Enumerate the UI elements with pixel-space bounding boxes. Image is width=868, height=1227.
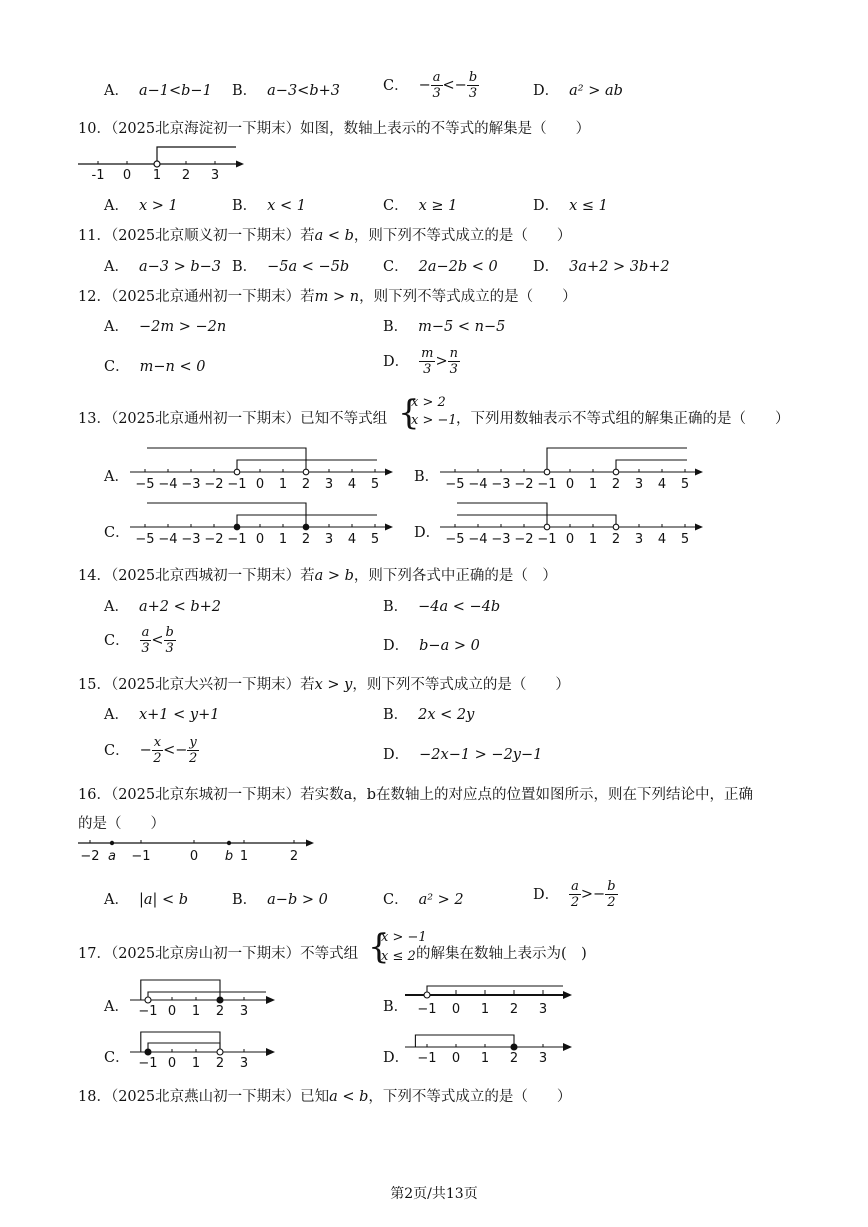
q14-option-d[interactable] xyxy=(383,634,480,655)
q12-option-c[interactable] xyxy=(104,355,205,376)
arrow-head-icon xyxy=(385,524,393,531)
option-text: a+2 < b+2 xyxy=(138,599,222,615)
arrow-head-icon xyxy=(266,996,275,1004)
brace-icon: { xyxy=(398,393,420,433)
tick-label: −1 xyxy=(138,1056,158,1071)
q15-option-d[interactable] xyxy=(383,743,542,764)
option-letter: A． xyxy=(104,83,129,99)
tick-label: 0 xyxy=(255,477,265,492)
q11-option-c[interactable] xyxy=(383,255,498,276)
stem-text: ，则下列不等式成立的是（ ） xyxy=(353,228,572,244)
tick-label: 3 xyxy=(634,532,644,547)
q17-label-c[interactable]: C． xyxy=(104,1050,130,1066)
stem-text: ，则下列各式中正确的是（ ） xyxy=(353,568,557,584)
open-point xyxy=(303,469,309,475)
option-letter: A． xyxy=(104,892,129,908)
minus-sign: − xyxy=(418,77,431,94)
tick-label: 1 xyxy=(239,849,249,864)
denominator: 3 xyxy=(165,641,174,656)
q17-stem-tail: 的解集在数轴上表示为( ) xyxy=(416,946,587,962)
tick-label: 1 xyxy=(278,477,288,492)
minus-sign: − xyxy=(139,742,152,759)
arrow-head-icon xyxy=(385,469,393,476)
tick-label: −2 xyxy=(204,477,224,492)
open-point xyxy=(544,524,550,530)
option-letter: B． xyxy=(383,599,409,615)
tick-label: 0 xyxy=(167,1004,177,1019)
q9-option-b[interactable] xyxy=(232,79,340,100)
numerator: a xyxy=(571,879,579,894)
q12-option-d[interactable] xyxy=(383,346,460,377)
option-letter: A． xyxy=(104,198,129,214)
q17-stem xyxy=(78,942,358,963)
tick-label: 3 xyxy=(538,1002,548,1017)
open-point xyxy=(613,469,619,475)
denominator: 3 xyxy=(423,362,432,377)
relation: >− xyxy=(580,886,606,903)
tick-label: −1 xyxy=(138,1004,158,1019)
q10-stem: 10．（2025北京海淀初一下期末）如图，数轴上表示的不等式的解集是（ ） xyxy=(78,121,591,137)
arrow-head-icon xyxy=(695,469,703,476)
tick-label: −4 xyxy=(158,532,178,547)
option-text: a−3<b+3 xyxy=(267,83,340,99)
option-text: x+1 < y+1 xyxy=(138,707,220,723)
open-point xyxy=(217,1049,223,1055)
option-letter: A． xyxy=(104,319,129,335)
stem-text: ，则下列不等式成立的是（ ） xyxy=(352,677,570,693)
tick-label: −3 xyxy=(491,532,511,547)
option-text: x ≥ 1 xyxy=(418,198,458,214)
tick-label: −1 xyxy=(537,477,557,492)
option-letter: B． xyxy=(383,707,409,723)
option-text: a−3 > b−3 xyxy=(138,259,222,275)
denominator: 3 xyxy=(449,362,458,377)
denominator: 3 xyxy=(432,86,441,101)
denominator: 3 xyxy=(141,641,150,656)
tick-label: 3 xyxy=(324,532,334,547)
tick-label: −1 xyxy=(227,477,247,492)
tick-label: 3 xyxy=(210,168,220,183)
tick-label: −2 xyxy=(204,532,224,547)
q14-stem xyxy=(78,564,557,585)
q16-option-b[interactable] xyxy=(232,888,328,909)
solution-bracket xyxy=(141,980,220,1000)
option-letter: C． xyxy=(104,632,130,649)
fraction xyxy=(164,625,176,656)
arrow-head-icon xyxy=(563,1043,572,1051)
tick-label: −2 xyxy=(514,532,534,547)
tick-label: −5 xyxy=(445,477,465,492)
stem-text: 14．（2025北京西城初一下期末）若 xyxy=(78,568,315,584)
tick-label: 5 xyxy=(370,532,380,547)
q13-label-c[interactable]: C． xyxy=(104,525,130,541)
numerator: b xyxy=(607,879,616,894)
fraction xyxy=(187,735,198,766)
tick-label: 1 xyxy=(480,1051,490,1066)
system-line: x > −1 xyxy=(381,930,427,945)
stem-text: 15．（2025北京大兴初一下期末）若 xyxy=(78,677,315,693)
option-text: b−a > 0 xyxy=(419,638,480,654)
tick-label: −4 xyxy=(158,477,178,492)
tick-label: 0 xyxy=(189,849,199,864)
numerator: a xyxy=(432,70,441,85)
q9-option-d[interactable] xyxy=(533,79,623,100)
option-letter: A． xyxy=(104,259,129,275)
numerator: a xyxy=(141,625,150,640)
q13-number-line-c[interactable] xyxy=(130,500,395,548)
option-text: −5a < −5b xyxy=(267,259,350,275)
tick-label: 1 xyxy=(588,532,598,547)
q16-stem-line1: 16．（2025北京东城初一下期末）若实数a，b在数轴上的对应点的位置如图所示，则在下列结论中，正确 xyxy=(78,787,754,803)
q13-label-a[interactable]: A． xyxy=(104,469,129,485)
closed-point xyxy=(145,1049,151,1055)
tick-label: 2 xyxy=(289,849,299,864)
q11-option-a[interactable] xyxy=(104,255,221,276)
q10-option-c[interactable] xyxy=(383,194,457,215)
option-text: x ≤ 1 xyxy=(569,198,608,214)
option-text: 2a−2b < 0 xyxy=(418,259,498,275)
q14-option-a[interactable] xyxy=(104,595,221,616)
relation: < xyxy=(151,632,164,649)
solution-bracket xyxy=(148,992,266,1000)
q15-option-a[interactable] xyxy=(104,703,219,724)
tick-label: 5 xyxy=(370,477,380,492)
option-letter: C． xyxy=(104,742,130,759)
stem-math: a < b xyxy=(329,1089,369,1105)
solution-bracket xyxy=(148,1043,220,1052)
tick-label: −2 xyxy=(514,477,534,492)
brace-icon: { xyxy=(368,927,390,967)
stem-text: 17．（2025北京房山初一下期末）不等式组 xyxy=(78,946,359,962)
tick-label: −5 xyxy=(135,477,155,492)
option-letter: C． xyxy=(104,359,130,375)
q13-number-line-a[interactable] xyxy=(130,445,395,493)
tick-label: 4 xyxy=(657,477,667,492)
solution-ray xyxy=(616,460,687,472)
q12-stem xyxy=(78,285,577,306)
tick-label: 5 xyxy=(680,532,690,547)
tick-label: 4 xyxy=(347,477,357,492)
relation: > xyxy=(435,353,448,370)
tick-label: 2 xyxy=(181,168,191,183)
q16-option-d[interactable] xyxy=(533,879,618,910)
q16-option-a[interactable] xyxy=(104,888,188,909)
solution-bracket xyxy=(141,1032,220,1052)
q10-option-a[interactable] xyxy=(104,194,178,215)
option-text: a² > 2 xyxy=(418,892,464,908)
system-line: x ≤ 2 xyxy=(381,949,416,964)
option-text: a² > ab xyxy=(569,83,623,99)
q13-number-line-b[interactable] xyxy=(440,445,705,493)
fraction xyxy=(448,346,460,377)
relation: <− xyxy=(442,77,467,94)
stem-text: 12．（2025北京通州初一下期末）若 xyxy=(78,289,315,305)
tick-label: 0 xyxy=(167,1056,177,1071)
tick-label: 1 xyxy=(152,168,162,183)
tick-label: 2 xyxy=(509,1002,519,1017)
option-letter: C． xyxy=(383,259,409,275)
q16-option-c[interactable] xyxy=(383,888,464,909)
stem-math: m > n xyxy=(314,289,360,305)
page-footer: 第2页/共13页 xyxy=(390,1186,478,1202)
open-point xyxy=(424,992,430,998)
tick-label: 3 xyxy=(634,477,644,492)
q13-system xyxy=(398,393,457,433)
option-letter: D． xyxy=(533,259,560,275)
q13-stem xyxy=(78,407,387,428)
fraction xyxy=(605,879,617,910)
q17-number-line-d[interactable] xyxy=(405,1027,580,1072)
option-letter: B． xyxy=(232,83,258,99)
tick-label: 0 xyxy=(451,1002,461,1017)
q11-stem xyxy=(78,224,571,245)
point-marker xyxy=(110,841,114,845)
arrow-head-icon xyxy=(266,1048,275,1056)
tick-label: −1 xyxy=(417,1002,437,1017)
numerator: b xyxy=(468,70,478,85)
q14-option-b[interactable] xyxy=(383,595,500,616)
q16-number-line xyxy=(78,836,318,866)
numerator: x xyxy=(153,735,162,750)
option-letter: B． xyxy=(383,319,409,335)
fraction xyxy=(419,346,435,377)
q17-label-b[interactable]: B． xyxy=(383,999,409,1015)
system-line: x > −1 xyxy=(411,413,457,428)
option-letter: D． xyxy=(383,353,410,370)
tick-label: 1 xyxy=(480,1002,490,1017)
option-letter: B． xyxy=(232,259,258,275)
denominator: 2 xyxy=(570,895,580,910)
q10-option-d[interactable] xyxy=(533,194,608,215)
q13-label-d[interactable]: D． xyxy=(414,525,441,541)
q10-option-b[interactable] xyxy=(232,194,306,215)
fraction xyxy=(569,879,581,910)
tick-label: 3 xyxy=(239,1056,249,1071)
tick-label: −3 xyxy=(181,532,201,547)
arrow-head-icon xyxy=(695,524,703,531)
point-label: a xyxy=(108,849,116,864)
stem-text: 13．（2025北京通州初一下期末）已知不等式组 xyxy=(78,411,388,427)
option-text: −2m > −2n xyxy=(138,319,227,335)
closed-point xyxy=(217,997,223,1003)
q17-number-line-b[interactable] xyxy=(405,975,580,1020)
tick-label: −1 xyxy=(131,849,151,864)
fraction xyxy=(467,70,479,101)
tick-label: 2 xyxy=(509,1051,519,1066)
option-letter: A． xyxy=(104,599,129,615)
option-letter: D． xyxy=(533,83,560,99)
stem-math: x > y xyxy=(314,677,353,693)
tick-label: −3 xyxy=(181,477,201,492)
q12-option-a[interactable] xyxy=(104,315,226,336)
stem-math: a > b xyxy=(314,568,354,584)
option-text: |a| < b xyxy=(138,892,189,908)
tick-label: 2 xyxy=(215,1056,225,1071)
tick-label: 0 xyxy=(451,1051,461,1066)
q13-number-line-d[interactable] xyxy=(440,500,705,548)
tick-label: −2 xyxy=(80,849,100,864)
tick-label: 2 xyxy=(301,477,311,492)
point-marker xyxy=(227,841,231,845)
q9-option-c[interactable] xyxy=(383,70,479,101)
q18-stem xyxy=(78,1085,571,1106)
q13-stem-tail: ，下列用数轴表示不等式组的解集正确的是（ ） xyxy=(456,411,790,427)
tick-label: 2 xyxy=(215,1004,225,1019)
tick-label: 2 xyxy=(611,532,621,547)
option-text: m−5 < n−5 xyxy=(418,319,506,335)
denominator: 2 xyxy=(153,751,162,766)
option-letter: C． xyxy=(383,892,409,908)
option-text: 2x < 2y xyxy=(418,707,475,723)
option-letter: B． xyxy=(232,198,258,214)
numerator: b xyxy=(165,625,174,640)
tick-label: −1 xyxy=(417,1051,437,1066)
stem-math: a < b xyxy=(314,228,354,244)
tick-label: 3 xyxy=(538,1051,548,1066)
solution-ray xyxy=(457,515,616,527)
option-text: −4a < −4b xyxy=(418,599,501,615)
stem-text: ，下列不等式成立的是（ ） xyxy=(368,1089,572,1105)
q9-option-a[interactable] xyxy=(104,79,212,100)
q11-option-d[interactable] xyxy=(533,255,670,276)
tick-label: 4 xyxy=(347,532,357,547)
tick-label: −3 xyxy=(491,477,511,492)
q15-option-b[interactable] xyxy=(383,703,474,724)
relation: <− xyxy=(163,742,188,759)
tick-label: 4 xyxy=(657,532,667,547)
q10-number-line xyxy=(78,143,248,183)
q15-option-c[interactable] xyxy=(104,735,199,766)
tick-label: 1 xyxy=(191,1004,201,1019)
option-letter: B． xyxy=(232,892,258,908)
q17-number-line-a[interactable] xyxy=(130,975,280,1020)
solution-bracket xyxy=(415,1035,514,1047)
numerator: m xyxy=(421,346,434,361)
tick-label: 1 xyxy=(588,477,598,492)
arrow-head-icon xyxy=(563,991,572,999)
closed-point xyxy=(303,524,309,530)
tick-label: 3 xyxy=(324,477,334,492)
numerator: n xyxy=(449,346,458,361)
stem-text: 18．（2025北京燕山初一下期末）已知 xyxy=(78,1089,330,1105)
closed-point xyxy=(234,524,240,530)
point-label: b xyxy=(224,849,234,864)
tick-label: 1 xyxy=(191,1056,201,1071)
tick-label: 0 xyxy=(255,532,265,547)
denominator: 3 xyxy=(468,86,478,101)
option-text: m−n < 0 xyxy=(139,359,206,375)
open-point xyxy=(613,524,619,530)
tick-label: -1 xyxy=(91,168,105,183)
q17-label-a[interactable]: A． xyxy=(104,999,129,1015)
tick-label: 3 xyxy=(239,1004,249,1019)
tick-label: 2 xyxy=(301,532,311,547)
option-text: a−1<b−1 xyxy=(138,83,212,99)
option-text: a−b > 0 xyxy=(267,892,328,908)
q14-option-c[interactable] xyxy=(104,625,176,656)
q11-option-b[interactable] xyxy=(232,255,349,276)
tick-label: −5 xyxy=(445,532,465,547)
denominator: 2 xyxy=(607,895,616,910)
option-letter: C． xyxy=(383,77,409,94)
q15-stem xyxy=(78,673,570,694)
fraction xyxy=(431,70,443,101)
option-letter: D． xyxy=(383,638,410,654)
fraction xyxy=(140,625,152,656)
tick-label: −5 xyxy=(135,532,155,547)
tick-label: 0 xyxy=(565,477,575,492)
q12-option-b[interactable] xyxy=(383,315,505,336)
denominator: 2 xyxy=(188,751,198,766)
open-point xyxy=(145,997,151,1003)
option-text: −2x−1 > −2y−1 xyxy=(419,747,543,763)
tick-label: 1 xyxy=(278,532,288,547)
option-letter: C． xyxy=(383,198,409,214)
open-point xyxy=(234,469,240,475)
q17-label-d[interactable]: D． xyxy=(383,1050,410,1066)
closed-point xyxy=(511,1044,517,1050)
option-text: x < 1 xyxy=(267,198,306,214)
tick-label: 5 xyxy=(680,477,690,492)
option-letter: A． xyxy=(104,707,129,723)
numerator: y xyxy=(189,735,197,750)
q13-label-b[interactable]: B． xyxy=(414,469,440,485)
tick-label: −4 xyxy=(468,532,488,547)
stem-text: 11．（2025北京顺义初一下期末）若 xyxy=(78,228,315,244)
tick-label: 0 xyxy=(122,168,132,183)
q16-stem-line2: 的是（ ） xyxy=(78,816,165,832)
open-point xyxy=(544,469,550,475)
tick-label: −4 xyxy=(468,477,488,492)
option-text: x > 1 xyxy=(138,198,178,214)
option-letter: D． xyxy=(533,198,560,214)
tick-label: −1 xyxy=(537,532,557,547)
system-line: x > 2 xyxy=(411,395,446,410)
option-letter: D． xyxy=(383,747,410,763)
fraction xyxy=(152,735,163,766)
tick-label: 0 xyxy=(565,532,575,547)
tick-label: −1 xyxy=(227,532,247,547)
option-text: 3a+2 > 3b+2 xyxy=(569,259,670,275)
q17-number-line-c[interactable] xyxy=(130,1027,280,1072)
tick-label: 2 xyxy=(611,477,621,492)
option-letter: D． xyxy=(533,886,560,903)
stem-text: ，则下列不等式成立的是（ ） xyxy=(359,289,577,305)
